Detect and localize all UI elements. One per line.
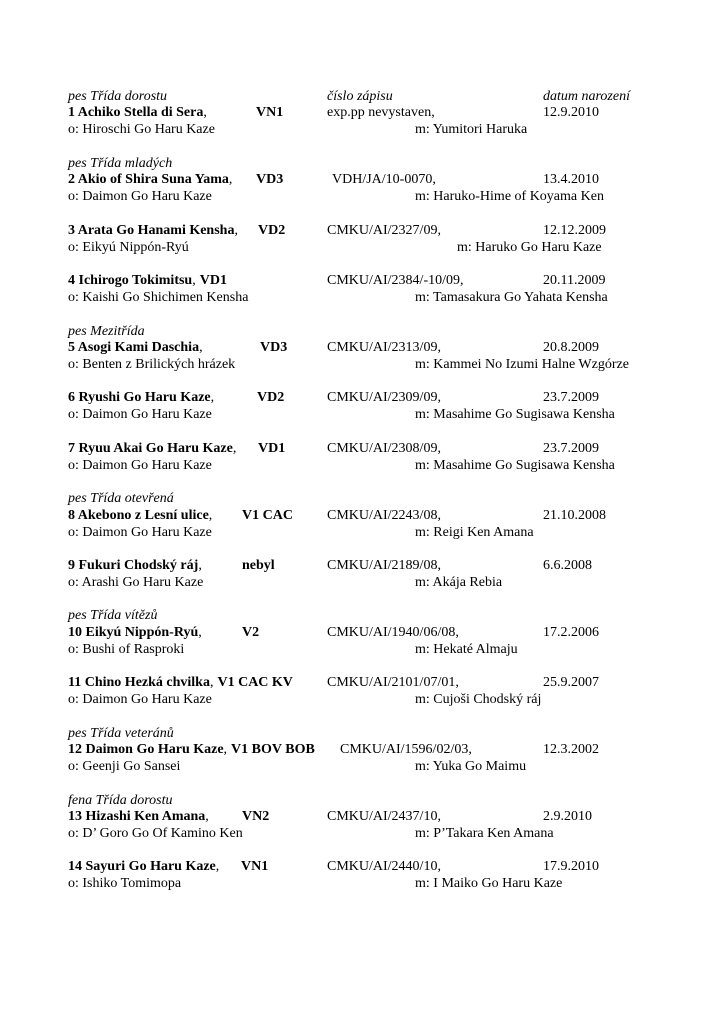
father: o: Hiroschi Go Haru Kaze	[68, 122, 215, 137]
registration-number: CMKU/AI/2437/10,	[327, 809, 441, 824]
registration-number: CMKU/AI/1940/06/08,	[327, 625, 459, 640]
grade: VD1	[258, 441, 286, 456]
reg-number-header: číslo zápisu	[327, 89, 393, 104]
birth-date: 23.7.2009	[543, 390, 599, 405]
mother: m: Masahime Go Sugisawa Kensha	[415, 407, 615, 422]
dog-name-line	[68, 339, 203, 356]
father: o: Ishiko Tomimopa	[68, 876, 182, 891]
dog-name: 8 Akebono z Lesní ulice	[68, 508, 209, 523]
name-separator: ,	[208, 508, 213, 523]
mother: m: Hekaté Almaju	[415, 642, 518, 657]
name-separator: ,	[203, 105, 207, 120]
father: o: D’ Goro Go Of Kamino Ken	[68, 826, 243, 841]
dog-name-line	[68, 624, 202, 641]
dog-name-line	[68, 741, 315, 758]
mother: m: Haruko-Hime of Koyama Ken	[415, 189, 604, 204]
mother: m: Akája Rebia	[415, 575, 503, 590]
dog-name: 3 Arata Go Hanami Kensha	[68, 223, 235, 238]
birth-date: 6.6.2008	[543, 558, 592, 573]
registration-number: exp.pp nevystaven,	[327, 105, 435, 120]
birth-date: 12.9.2010	[543, 105, 599, 120]
dog-name: 13 Hizashi Ken Amana	[68, 809, 206, 824]
dog-name: 6 Ryushi Go Haru Kaze	[68, 390, 211, 405]
registration-number: CMKU/AI/2243/08,	[327, 508, 441, 523]
grade: V1 CAC KV	[217, 675, 293, 690]
section-label: pes Mezitřída	[68, 324, 145, 339]
dog-name: 5 Asogi Kami Daschia	[68, 340, 200, 355]
grade: VD2	[257, 390, 285, 405]
registration-number: CMKU/AI/2189/08,	[327, 558, 441, 573]
registration-number: CMKU/AI/2309/09,	[327, 390, 441, 405]
dog-name-line	[68, 272, 227, 289]
dog-name-line	[68, 507, 212, 524]
dog-name-line	[68, 808, 209, 825]
registration-number: CMKU/AI/2440/10,	[327, 859, 441, 874]
birth-date: 20.11.2009	[543, 273, 606, 288]
section-label: pes Třída dorostu	[68, 89, 168, 104]
dog-name: 12 Daimon Go Haru Kaze	[68, 742, 224, 757]
dog-name-line	[68, 674, 293, 691]
father: o: Eikyú Nippón-Ryú	[68, 240, 189, 255]
grade: VN1	[256, 105, 284, 120]
dog-name: 11 Chino Hezká chvilka	[68, 675, 210, 690]
name-separator: ,	[209, 675, 214, 690]
name-separator: ,	[198, 625, 202, 640]
birth-date: 23.7.2009	[543, 441, 599, 456]
dog-name: 2 Akio of Shira Suna Yama	[68, 172, 229, 187]
grade: VD3	[256, 172, 284, 187]
birth-date: 2.9.2010	[543, 809, 592, 824]
dog-name: 9 Fukuri Chodský ráj	[68, 558, 199, 573]
grade: VD2	[258, 223, 286, 238]
mother: m: P’Takara Ken Amana	[415, 826, 554, 841]
dog-name: 7 Ryuu Akai Go Haru Kaze	[68, 441, 233, 456]
dog-name: 10 Eikyú Nippón-Ryú	[68, 625, 199, 640]
grade: VN2	[242, 809, 270, 824]
mother: m: Kammei No Izumi Halne Wzgórze	[415, 357, 629, 372]
grade: nebyl	[242, 558, 275, 573]
dog-name: 14 Sayuri Go Haru Kaze	[68, 859, 216, 874]
registration-number: CMKU/AI/2313/09,	[327, 340, 441, 355]
birth-date-header: datum narození	[543, 89, 630, 104]
birth-date: 25.9.2007	[543, 675, 599, 690]
registration-number: CMKU/AI/2308/09,	[327, 441, 441, 456]
section-label: fena Třída dorostu	[68, 793, 173, 808]
dog-name-line	[68, 557, 202, 574]
name-separator: ,	[210, 390, 215, 405]
section-label: pes Třída mladých	[68, 156, 173, 171]
mother: m: Reigi Ken Amana	[415, 525, 534, 540]
name-separator: ,	[234, 223, 238, 238]
grade: V1 BOV BOB	[231, 742, 315, 757]
father: o: Arashi Go Haru Kaze	[68, 575, 204, 590]
registration-number: VDH/JA/10-0070,	[332, 172, 436, 187]
section-label: pes Třída otevřená	[68, 491, 174, 506]
name-separator: ,	[223, 742, 228, 757]
name-separator: ,	[228, 172, 233, 187]
name-separator: ,	[205, 809, 209, 824]
dog-name-line	[68, 389, 214, 406]
grade: VD3	[260, 340, 288, 355]
birth-date: 17.9.2010	[543, 859, 599, 874]
father: o: Bushi of Rasproki	[68, 642, 185, 657]
father: o: Daimon Go Haru Kaze	[68, 525, 212, 540]
father: o: Daimon Go Haru Kaze	[68, 407, 212, 422]
name-separator: ,	[198, 558, 202, 573]
mother: m: Masahime Go Sugisawa Kensha	[415, 458, 615, 473]
father: o: Daimon Go Haru Kaze	[68, 189, 212, 204]
section-label: pes Třída veteránů	[68, 726, 174, 741]
grade: V1 CAC	[242, 508, 293, 523]
name-separator: ,	[199, 340, 203, 355]
dog-name-line	[68, 171, 232, 188]
name-separator: ,	[192, 273, 196, 288]
dog-name: 1 Achiko Stella di Sera	[68, 105, 204, 120]
birth-date: 21.10.2008	[543, 508, 606, 523]
father: o: Daimon Go Haru Kaze	[68, 692, 212, 707]
birth-date: 12.12.2009	[543, 223, 606, 238]
birth-date: 12.3.2002	[543, 742, 599, 757]
section-label: pes Třída vítězů	[68, 608, 158, 623]
father: o: Geenji Go Sansei	[68, 759, 181, 774]
father: o: Daimon Go Haru Kaze	[68, 458, 212, 473]
birth-date: 20.8.2009	[543, 340, 599, 355]
birth-date: 17.2.2006	[543, 625, 599, 640]
registration-number: CMKU/AI/2327/09,	[327, 223, 441, 238]
name-separator: ,	[215, 859, 220, 874]
registration-number: CMKU/AI/2101/07/01,	[327, 675, 459, 690]
dog-name-line	[68, 440, 236, 457]
dog-name: 4 Ichirogo Tokimitsu	[68, 273, 193, 288]
dog-name-line	[68, 858, 219, 875]
dog-name-line	[68, 222, 238, 239]
father: o: Benten z Brilických hrázek	[68, 357, 236, 372]
grade: VD1	[199, 273, 227, 288]
father: o: Kaishi Go Shichimen Kensha	[68, 290, 249, 305]
registration-number: CMKU/AI/2384/-10/09,	[327, 273, 464, 288]
name-separator: ,	[232, 441, 237, 456]
grade: VN1	[241, 859, 269, 874]
mother: m: Yuka Go Maimu	[415, 759, 527, 774]
birth-date: 13.4.2010	[543, 172, 599, 187]
dog-name-line	[68, 104, 207, 121]
mother: m: I Maiko Go Haru Kaze	[415, 876, 563, 891]
mother: m: Yumitori Haruka	[415, 122, 528, 137]
registration-number: CMKU/AI/1596/02/03,	[340, 742, 472, 757]
mother: m: Cujoši Chodský ráj	[415, 692, 542, 707]
grade: V2	[242, 625, 260, 640]
mother: m: Tamasakura Go Yahata Kensha	[415, 290, 608, 305]
mother: m: Haruko Go Haru Kaze	[457, 240, 602, 255]
